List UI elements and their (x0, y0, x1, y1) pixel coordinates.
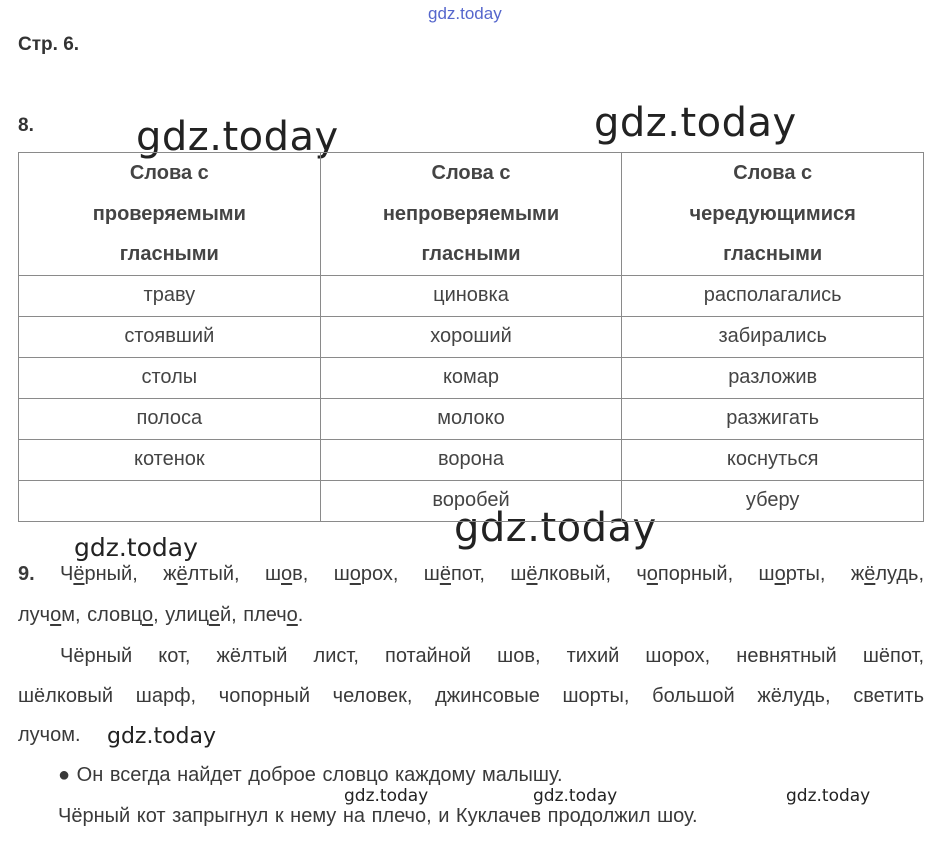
table-cell: траву (19, 275, 321, 316)
watermark-small-3: gdz.today (786, 786, 871, 806)
watermark-small-1: gdz.today (344, 786, 429, 806)
line2-word: улицей, (165, 604, 244, 626)
underlined-vowel: о (646, 563, 658, 585)
watermark-after-luchom: gdz.today (107, 724, 217, 749)
table-cell: комар (320, 357, 622, 398)
header-line: гласными (723, 243, 823, 265)
underlined-vowel: о (286, 604, 298, 626)
underlined-vowel: о (349, 563, 361, 585)
header-line: чередующимися (689, 202, 856, 225)
line1-word: шорох, (333, 563, 424, 585)
watermark-top: gdz.today (428, 4, 502, 23)
table-cell: воробей (320, 480, 622, 521)
line2-word: лучом, (18, 604, 88, 626)
line1-word: Чёрный, (60, 563, 164, 585)
task8-number: 8. (18, 115, 34, 136)
paragraph-line3: лучом. (18, 724, 81, 746)
sentence-2: Чёрный кот запрыгнул к нему на плечо, и Куклачев продолжил шоу. (58, 805, 698, 827)
underlined-vowel: ё (864, 563, 876, 585)
table-row (19, 480, 924, 521)
bullet-sentence (58, 764, 563, 787)
paragraph-line1: Чёрный кот, жёлтый лист, потайной шов, тихий шорох, невнятный шёпот, (60, 645, 924, 667)
table-cell: ворона (320, 439, 622, 480)
table-cell (19, 480, 321, 521)
line1-word: жёлтый, (163, 563, 265, 585)
table-cell: хороший (320, 316, 622, 357)
sentence-1: Он всегда найдет доброе словцо каждому малышу. (76, 764, 563, 786)
underlined-vowel: о (141, 604, 154, 626)
page-label: Стр. 6. (18, 34, 80, 55)
underlined-vowel: о (50, 604, 62, 626)
line1-word: чопорный, (636, 563, 759, 585)
header-line: Слова с (431, 162, 511, 184)
underlined-vowel: ё (439, 563, 451, 585)
underlined-vowel: ё (526, 563, 538, 585)
table-cell: циновка (320, 275, 622, 316)
watermark-large-left: gdz.today (136, 114, 339, 160)
header-alternating-vowels (622, 153, 924, 276)
table-cell: коснуться (622, 439, 924, 480)
header-checked-vowels (19, 153, 321, 276)
table-row (19, 439, 924, 480)
table-cell: котенок (19, 439, 321, 480)
table-header-row (19, 153, 924, 276)
line1-word: шёпот, (423, 563, 511, 585)
bullet-icon: ● (58, 764, 71, 786)
line1-word: шорты, (758, 563, 851, 585)
paragraph-line2: шёлковый шарф, чопорный человек, джинсовые шорты, большой жёлудь, светить (18, 685, 924, 707)
header-line: Слова с (129, 162, 209, 184)
header-line: Слова с (733, 162, 813, 184)
table-row (19, 316, 924, 357)
word-list-line1 (60, 563, 924, 585)
underlined-vowel: о (281, 563, 293, 585)
watermark-medium-left: gdz.today (74, 533, 198, 562)
line1-word: жёлудь, (850, 563, 924, 585)
table-row (19, 357, 924, 398)
watermark-small-2: gdz.today (533, 786, 618, 806)
table-row (19, 398, 924, 439)
header-unchecked-vowels (320, 153, 622, 276)
table-cell: стоявший (19, 316, 321, 357)
table-cell: молоко (320, 398, 622, 439)
underlined-vowel: о (774, 563, 786, 585)
task9-line1 (18, 563, 924, 586)
underlined-vowel: е (208, 604, 220, 626)
table-cell: столы (19, 357, 321, 398)
task9-number: 9. (18, 563, 35, 585)
header-line: гласными (421, 243, 521, 265)
line2-word: плечо. (243, 604, 304, 626)
header-line: непроверяемыми (382, 202, 560, 225)
word-list-line2 (18, 604, 303, 626)
table-cell: разложив (622, 357, 924, 398)
table-row (19, 275, 924, 316)
task9-line2 (18, 604, 303, 627)
table-cell: забирались (622, 316, 924, 357)
table-cell: разжигать (622, 398, 924, 439)
vowels-table (18, 152, 924, 522)
table-cell: располагались (622, 275, 924, 316)
header-line: проверяемыми (92, 202, 246, 225)
underlined-vowel: ё (176, 563, 188, 585)
line1-word: шов, (264, 563, 334, 585)
underlined-vowel: ё (73, 563, 85, 585)
line1-word: шёлковый, (510, 563, 637, 585)
watermark-large-right: gdz.today (594, 100, 797, 146)
watermark-large-center: gdz.today (454, 505, 657, 551)
header-line: гласными (119, 243, 219, 265)
table-cell: уберу (622, 480, 924, 521)
line2-word: словцо, (87, 604, 166, 626)
table-cell: полоса (19, 398, 321, 439)
